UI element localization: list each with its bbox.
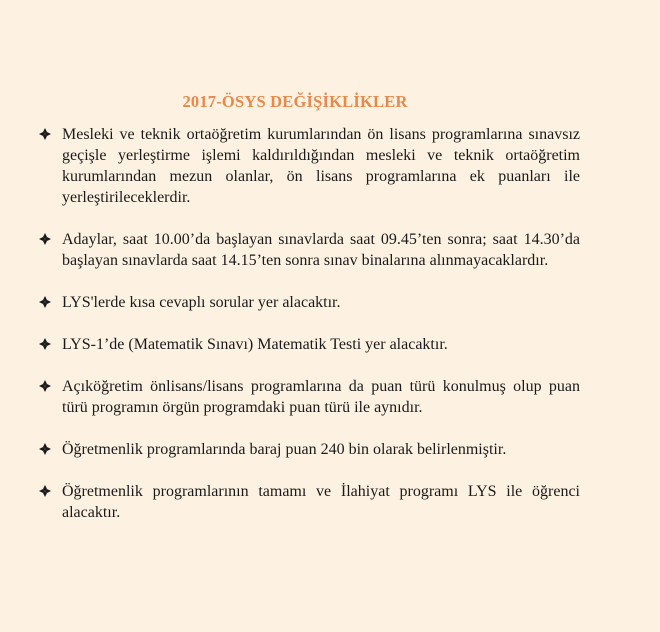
list-item-text: Açıköğretim önlisans/lisans programlarına da puan türü konulmuş olup puan türü programın örgün programdaki puan türü ile aynıdır. [62, 378, 580, 416]
diamond-bullet-icon [38, 337, 52, 351]
diamond-bullet-icon [38, 295, 52, 309]
list-item-text: Adaylar, saat 10.00’da başlayan sınavlarda saat 09.45’ten sonra; saat 14.30’da başlayan sınavlarda saat 14.15’ten sonra sınav binalarına alınmayacaklardır. [62, 231, 580, 269]
list-item [38, 229, 580, 271]
list-item-text: Mesleki ve teknik ortaöğretim kurumlarından ön lisans programlarına sınavsız geçişle yerleştirme işlemi kaldırıldığından mesleki ve teknik ortaöğretim kurumlarından mezun olanlar, ön lisans programlarına ek puanları ile yerleştirileceklerdir. [62, 126, 580, 206]
list-item [38, 481, 580, 523]
list-item [38, 292, 580, 313]
changes-list [38, 124, 580, 544]
list-item [38, 124, 580, 208]
diamond-bullet-icon [38, 379, 52, 393]
list-item-text: LYS-1’de (Matematik Sınavı) Matematik Testi yer alacaktır. [62, 336, 448, 353]
list-item [38, 334, 580, 355]
list-item-text: Öğretmenlik programlarının tamamı ve İlahiyat programı LYS ile öğrenci alacaktır. [62, 483, 580, 521]
diamond-bullet-icon [38, 127, 52, 141]
diamond-bullet-icon [38, 442, 52, 456]
diamond-bullet-icon [38, 232, 52, 246]
list-item-text: LYS'lerde kısa cevaplı sorular yer alacaktır. [62, 294, 341, 311]
diamond-bullet-icon [38, 484, 52, 498]
page-title: 2017-ÖSYS DEĞİŞİKLİKLER [182, 92, 408, 111]
list-item-text: Öğretmenlik programlarında baraj puan 240 bin olarak belirlenmiştir. [62, 441, 507, 458]
list-item [38, 376, 580, 418]
list-item [38, 439, 580, 460]
